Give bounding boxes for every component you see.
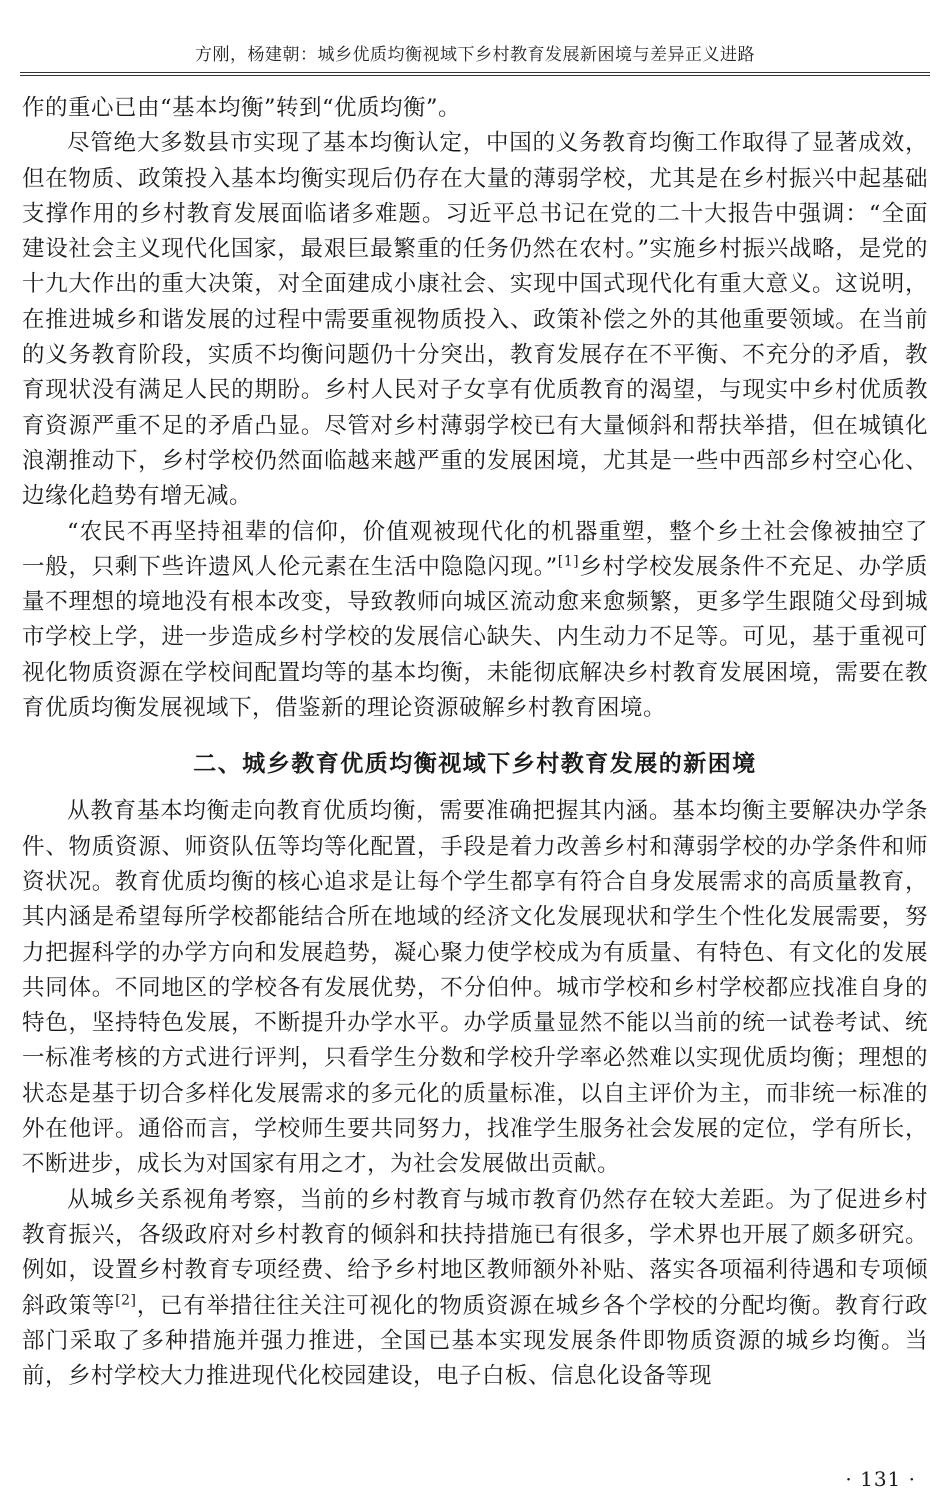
running-header: 方刚，杨建朝：城乡优质均衡视域下乡村教育发展新困境与差异正义进路 xyxy=(195,45,755,65)
paragraph-continued: 作的重心已由“基本均衡”转到“优质均衡”。 xyxy=(22,95,462,121)
paragraph-rural-society xyxy=(22,515,928,727)
quote-text: “农民不再坚持祖辈的信仰，价值观被现代化的机器重塑，整个乡土社会像被抽空了一般，只剩下些许遗风人伦元素在生活中隐隐闪现。” xyxy=(22,518,928,580)
paragraph-urban-rural xyxy=(22,1183,928,1395)
article-body xyxy=(22,91,928,1394)
citation-1: [1] xyxy=(557,553,580,570)
paragraph-text: ，已有举措往往关注可视化的物质资源在城乡各个学校的分配均衡。教育行政部门采取了多种措施并强力推进，全国已基本实现发展条件即物质资源的城乡均衡。当前，乡村学校大力推进现代化校园建设，电子白板、信息化设备等现 xyxy=(22,1292,928,1390)
header-rule-bottom xyxy=(20,75,930,76)
paragraph-text: 乡村学校发展条件不充足、办学质量不理想的境地没有根本改变，导致教师向城区流动愈来愈频繁，更多学生跟随父母到城市学校上学，进一步造成乡村学校的发展信心缺失、内生动力不足等。可见，基于重视可视化物质资源在学校间配置均等的基本均衡，未能彻底解决乡村教育发展困境，需要在教育优质均衡发展视域下，借鉴新的理论资源破解乡村教育困境。 xyxy=(22,553,928,722)
header-rule-top xyxy=(20,72,930,73)
section-heading: 二、城乡教育优质均衡视域下乡村教育发展的新困境 xyxy=(193,751,757,778)
paragraph-text: 从城乡关系视角考察，当前的乡村教育与城市教育仍然存在较大差距。为了促进乡村教育振兴，各级政府对乡村教育的倾斜和扶持措施已有很多，学术界也开展了颇多研究。例如，设置乡村教育专项经费、给予乡村地区教师额外补贴、落实各项福利待遇和专项倾斜政策等 xyxy=(22,1186,928,1319)
citation-2: [2] xyxy=(115,1292,137,1308)
paragraph-balance-status: 尽管绝大多数县市实现了基本均衡认定，中国的义务教育均衡工作取得了显著成效，但在物质、政策投入基本均衡实现后仍存在大量的薄弱学校，尤其是在乡村振兴中起基础支撑作用的乡村教育发展面临诸多难题。习近平总书记在党的二十大报告中强调：“全面建设社会主义现代化国家，最艰巨最繁重的任务仍然在农村。”实施乡村振兴战略，是党的十九大作出的重大决策，对全面建成小康社会、实现中国式现代化有重大意义。这说明，在推进城乡和谐发展的过程中需要重视物质投入、政策补偿之外的其他重要领域。在当前的义务教育阶段，实质不均衡问题仍十分突出，教育发展存在不平衡、不充分的矛盾，教育现状没有满足人民的期盼。乡村人民对子女享有优质教育的渴望，与现实中乡村优质教育资源严重不足的矛盾凸显。尽管对乡村薄弱学校已有大量倾斜和帮扶举措，但在城镇化浪潮推动下，乡村学校仍然面临越来越严重的发展困境，尤其是一些中西部乡村空心化、边缘化趋势有增无减。 xyxy=(22,130,928,510)
page-number: · 131 · xyxy=(845,1467,916,1491)
paragraph-quality-balance: 从教育基本均衡走向教育优质均衡，需要准确把握其内涵。基本均衡主要解决办学条件、物质资源、师资队伍等均等化配置，手段是着力改善乡村和薄弱学校的办学条件和师资状况。教育优质均衡的核心追求是让每个学生都享有符合自身发展需求的高质量教育，其内涵是希望每所学校都能结合所在地域的经济文化发展现状和学生个性化发展需要，努力把握科学的办学方向和发展趋势，凝心聚力使学校成为有质量、有特色、有文化的发展共同体。不同地区的学校各有发展优势，不分伯仲。城市学校和乡村学校都应找准自身的特色，坚持特色发展，不断提升办学水平。办学质量显然不能以当前的统一试卷考试、统一标准考核的方式进行评判，只看学生分数和学校升学率必然难以实现优质均衡；理想的状态是基于切合多样化发展需求的多元化的质量标准，以自主评价为主，而非统一标准的外在他评。通俗而言，学校师生要共同努力，找准学生服务社会发展的定位，学有所长，不断进步，成长为对国家有用之才，为社会发展做出贡献。 xyxy=(22,798,928,1178)
